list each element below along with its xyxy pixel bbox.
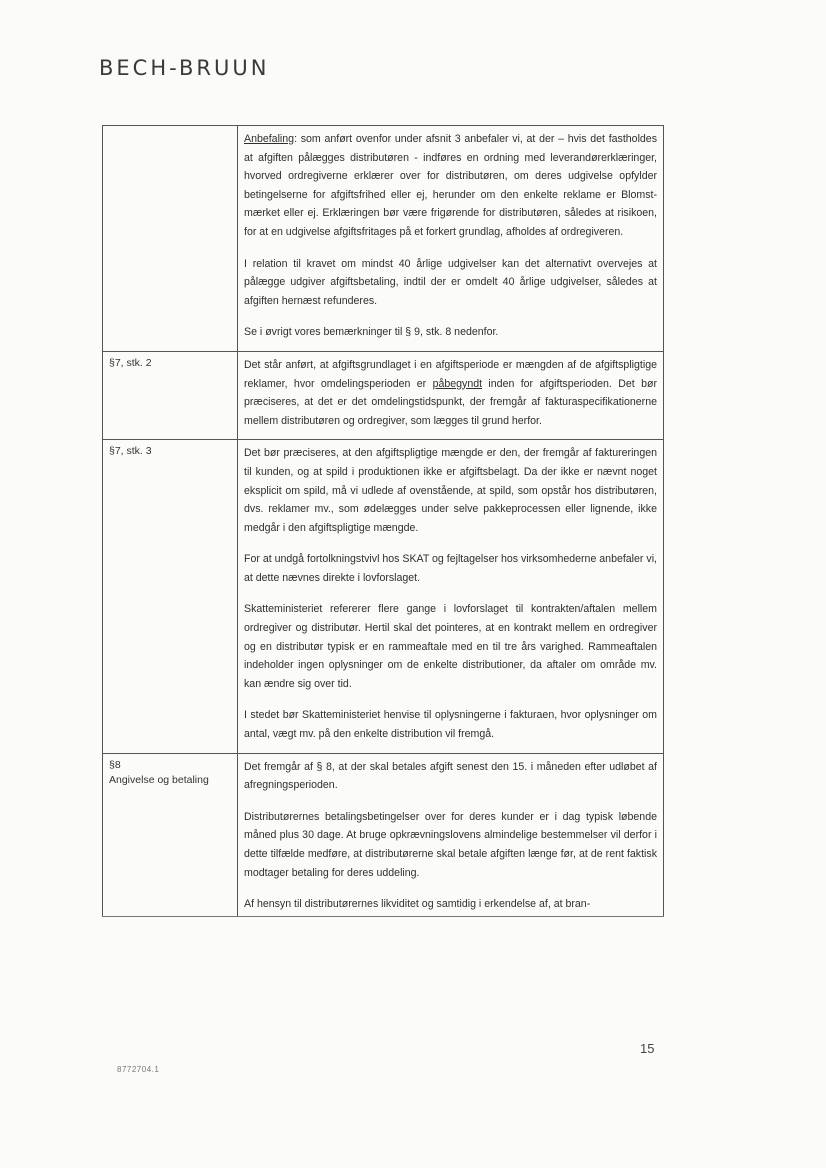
paragraph [244,130,657,242]
row-text [238,753,664,916]
page-number: 15 [640,1041,655,1056]
row-label-line: §7, stk. 2 [109,356,152,369]
recommendation-label: Anbefaling [244,133,295,145]
underlined-term: påbegyndt [432,377,483,390]
row-label [103,753,238,916]
paragraph: I stedet bør Skatteministeriet henvise til oplysningerne i fakturaen, hvor oplysninger om antal, vægt mv. på den enkelte distribution vil fremgå. [244,709,657,741]
table-row [103,753,664,916]
table-row [103,351,664,439]
paragraph-text: inden for afgiftsperioden. Det bør præciseres, at det er det omdelingstidspunkt, der fremgår af fakturaspecifikationerne mellem distributøren og ordregiver, som lægges til grund herfor. [244,377,657,427]
row-text [238,440,664,753]
row-text [238,351,664,439]
comments-table [102,125,664,917]
row-label-line: Angivelse og betaling [109,773,209,786]
paragraph: Skatteministeriet refererer flere gange i lovforslaget til kontrakten/aftalen mellem ordregiver og distributør. Hertil skal det pointeres, at en kontrakt mellem en ordregiver og en distributør typisk er en rammeaftale med en til tre års varighed. Rammeaftalen indeholder ingen oplysninger om de enkelte distributioner, da aftaler om område mv. kan ændre sig over tid. [244,603,657,690]
table-row [103,440,664,753]
row-text [238,126,664,352]
company-logo: BECH-BRUUN [99,56,270,80]
paragraph: Det bør præciseres, at den afgiftspligtige mængde er den, der fremgår af faktureringen til kunden, og at spild i produktionen ikke er afgiftsbelagt. Da der ikke er nævnt noget eksplicit om spild, må vi udlede af ovenstående, at spild, som opstår hos distributøren, dvs. reklamer mv., som ødelægges under selve pakkeprocessen eller lignende, ikke medgår i den afgiftspligtige mængde. [244,447,657,534]
paragraph: For at undgå fortolkningstvivl hos SKAT og fejltagelser hos virksomhederne anbefaler vi, at dette nævnes direkte i lovforslaget. [244,553,657,584]
row-label [103,440,238,753]
table-row [103,126,664,352]
row-label [103,126,238,352]
paragraph: Af hensyn til distributørernes likviditet og samtidig i erkendelse af, at bran- [244,898,591,911]
paragraph-text: : som anført ovenfor under afsnit 3 anbefaler vi, at der – hvis det fastholdes at afgiften pålægges distributøren - indføres en ordning med leverandørerklæringer, hvorved ordregiverne erklærer over for distributøren, om deres udgivelse opfylder betingelserne for afgiftsfrihed eller ej, herunder om den enkelte reklame er Blomst-mærket eller ej. Erklæringen bør være frigørende for distributøren, således at risikoen, for at en udgivelse afgiftsfritages på et forkert grundlag, afholdes af ordregiveren. [244,133,657,238]
paragraph: Se i øvrigt vores bemærkninger til § 9, stk. 8 nedenfor. [244,326,499,339]
document-id: 8772704.1 [117,1065,160,1074]
paragraph: Distributørernes betalingsbetingelser over for deres kunder er i dag typisk løbende måned plus 30 dage. At bruge opkrævningslovens almindelige bestemmelser vil derfor i dette tilfælde medføre, at distributørerne skal betale afgiften længe før, at de rent faktisk modtager betaling for deres uddeling. [244,810,657,879]
paragraph-text: Det står anført, at afgiftsgrundlaget i en afgiftsperiode er mængden af de afgiftspligtige reklamer, hvor omdelingsperioden er [244,358,657,390]
row-label-line: §8 [109,758,121,771]
row-label [103,351,238,439]
paragraph: I relation til kravet om mindst 40 årlige udgivelser kan det alternativt overvejes at pålægge udgiver afgiftsbetaling, indtil der er omdelt 40 årlige udgivelser, således at afgiften hernæst refunderes. [244,257,657,307]
paragraph [244,356,657,430]
paragraph: Det fremgår af § 8, at der skal betales afgift senest den 15. i måneden efter udløbet af afregningsperioden. [244,760,657,792]
row-label-line: §7, stk. 3 [109,445,152,458]
